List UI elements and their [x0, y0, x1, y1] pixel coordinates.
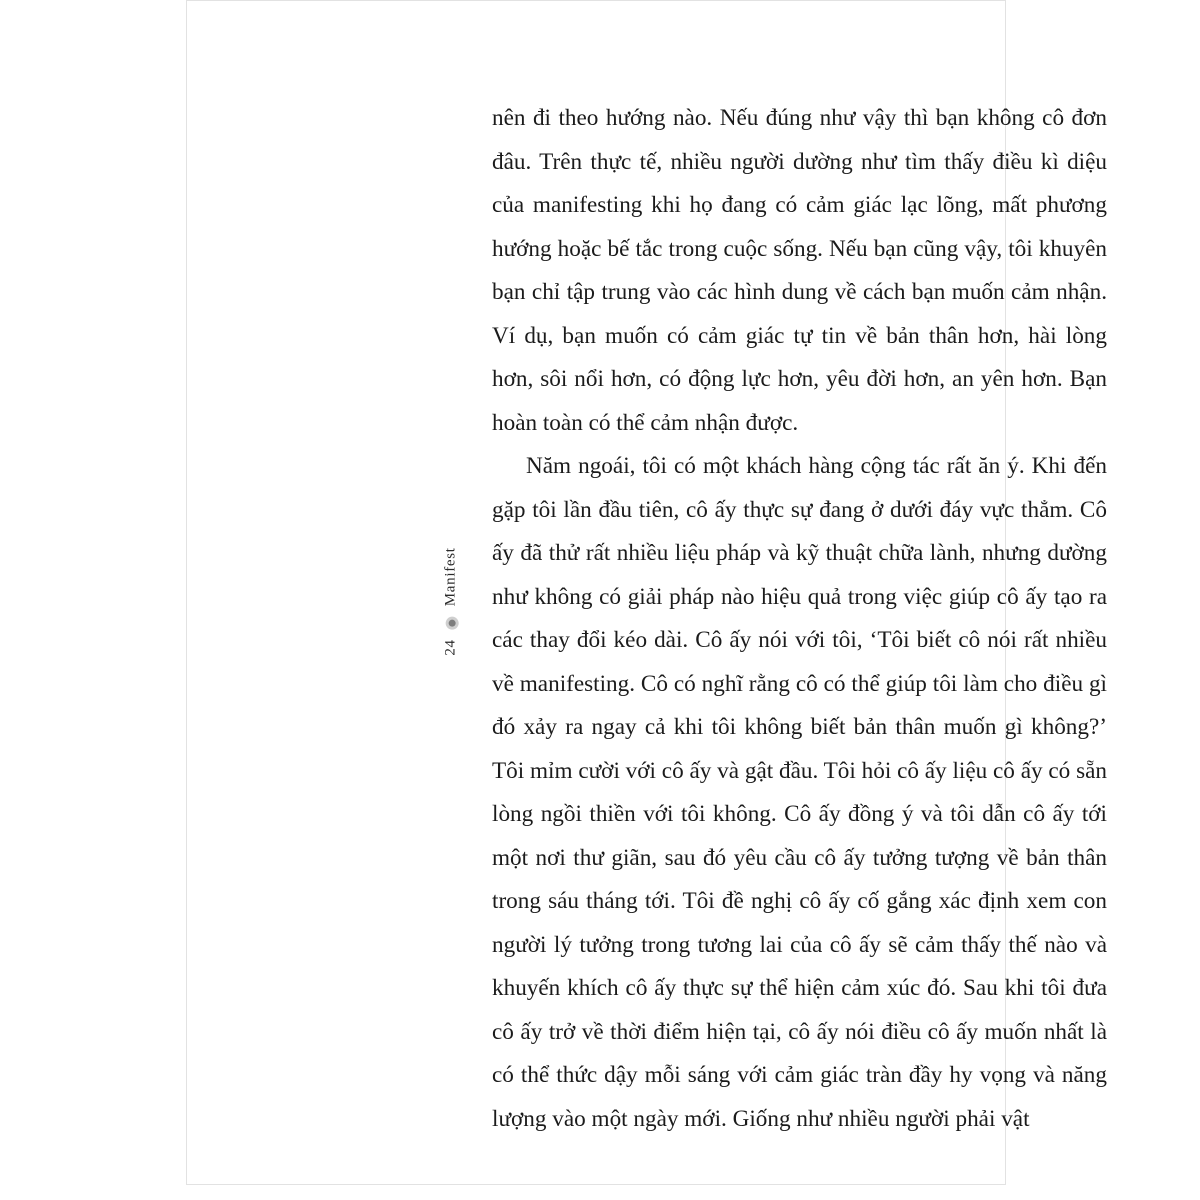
running-head-content: [443, 547, 460, 655]
page-number: 24: [442, 638, 459, 656]
running-head: [431, 501, 471, 701]
circle-dot-icon: [446, 616, 459, 629]
running-title: Manifest: [442, 546, 459, 606]
paragraph: Năm ngoái, tôi có một khách hàng cộng tác rất ăn ý. Khi đến gặp tôi lần đầu tiên, cô ấy thực sự đang ở dưới đáy vực thẳm. Cô ấy đã thử rất nhiều liệu pháp và kỹ thuật chữa lành, nhưng dường như không có giải pháp nào hiệu quả trong việc giúp cô ấy tạo ra các thay đổi kéo dài. Cô ấy nói với tôi, ‘Tôi biết cô nói rất nhiều về manifesting. Cô có nghĩ rằng cô có thể giúp tôi làm cho điều gì đó xảy ra ngay cả khi tôi không biết bản thân muốn gì không?’ Tôi mỉm cười với cô ấy và gật đầu. Tôi hỏi cô ấy liệu cô ấy có sẵn lòng ngồi thiền với tôi không. Cô ấy đồng ý và tôi dẫn cô ấy tới một nơi thư giãn, sau đó yêu cầu cô ấy tưởng tượng về bản thân trong sáu tháng tới. Tôi đề nghị cô ấy cố gắng xác định xem con người lý tưởng trong tương lai của cô ấy sẽ cảm thấy thế nào và khuyến khích cô ấy thực sự thể hiện cảm xúc đó. Sau khi tôi đưa cô ấy trở về thời điểm hiện tại, cô ấy nói điều cô ấy muốn nhất là có thể thức dậy mỗi sáng với cảm giác tràn đầy hy vọng và năng lượng vào một ngày mới. Giống như nhiều người phải vật: [492, 453, 1107, 1132]
body-text-column: [492, 97, 1107, 1141]
paragraph: nên đi theo hướng nào. Nếu đúng như vậy thì bạn không cô đơn đâu. Trên thực tế, nhiều người dường như tìm thấy điều kì diệu của manifesting khi họ đang có cảm giác lạc lõng, mất phương hướng hoặc bế tắc trong cuộc sống. Nếu bạn cũng vậy, tôi khuyên bạn chỉ tập trung vào các hình dung về cách bạn muốn cảm nhận. Ví dụ, bạn muốn có cảm giác tự tin về bản thân hơn, hài lòng hơn, sôi nổi hơn, có động lực hơn, yêu đời hơn, an yên hơn. Bạn hoàn toàn có thể cảm nhận được.: [492, 105, 1107, 436]
book-page-sheet: [186, 0, 1107, 1185]
